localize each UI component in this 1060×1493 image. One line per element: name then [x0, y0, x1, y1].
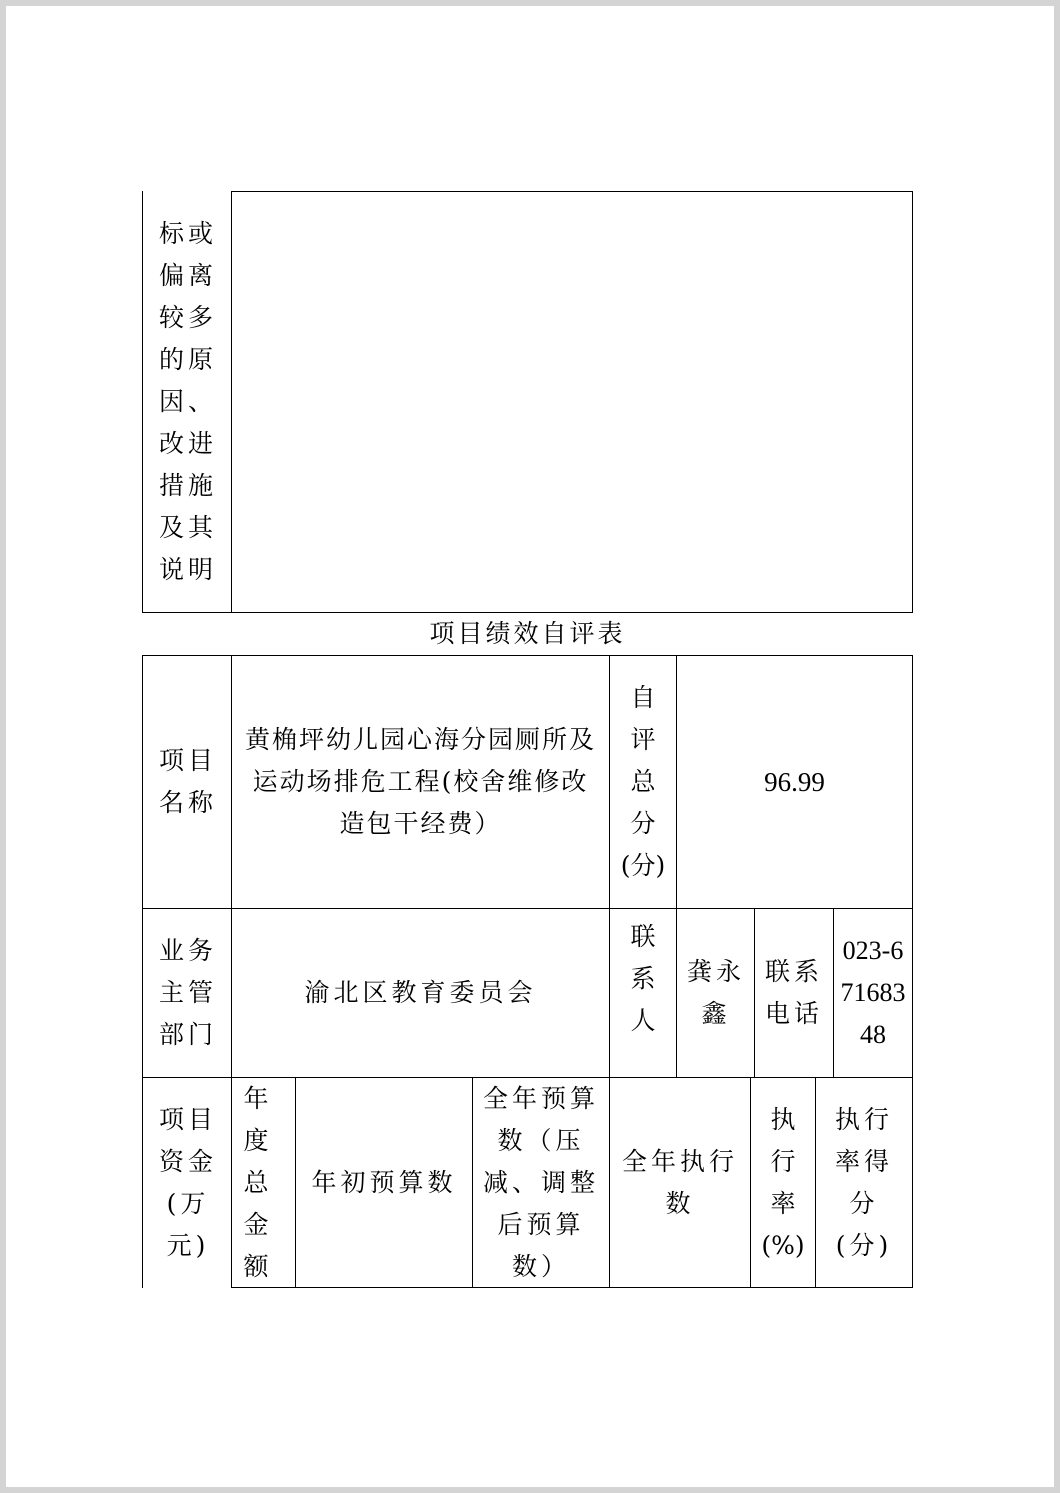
- row3-divider-4: [750, 1077, 751, 1288]
- row3-divider-5: [815, 1077, 816, 1288]
- row3-divider-2: [472, 1077, 473, 1288]
- initial-budget-header: 年初预算数: [311, 1167, 457, 1197]
- full-year-budget-header: 全年预算数（压减、调整后预算数）: [482, 1083, 599, 1281]
- contact-label: 联系人: [630, 922, 656, 1035]
- main-table-right-border: [912, 655, 913, 1288]
- row1-divider-a: [609, 655, 610, 1078]
- row2-divider-d: [833, 908, 834, 1078]
- dept-label: 业务主管部门: [158, 936, 217, 1049]
- deviation-explanation-label: 标或偏离较多的原因、改进措施及其说明: [158, 219, 217, 584]
- exec-rate-header: 执行率(%): [761, 1104, 805, 1260]
- contact-value: 龚永鑫: [686, 957, 745, 1028]
- project-name-value: 黄桷坪幼儿园心海分园厕所及运动场排危工程(校舍维修改造包干经费）: [244, 725, 596, 838]
- table-title: 项目绩效自评表: [429, 619, 626, 648]
- exec-rate-score-header: 执行率得分(分): [834, 1104, 893, 1260]
- row3-divider-3: [609, 1077, 610, 1288]
- phone-value: 023-67168348: [840, 936, 906, 1049]
- project-name-label: 项目名称: [158, 746, 217, 817]
- full-year-exec-header: 全年执行数: [621, 1146, 738, 1218]
- row2-divider-c: [754, 908, 755, 1078]
- phone-label: 联系电话: [764, 957, 823, 1028]
- dept-value: 渝北区教育委员会: [304, 978, 537, 1007]
- deviation-explanation-content: [232, 192, 912, 612]
- document-page: [6, 6, 1054, 1487]
- main-table-left-border: [142, 655, 143, 1288]
- total-score-label: 自评总分(分): [620, 683, 666, 880]
- annual-total-header: 年度总金额: [243, 1083, 269, 1281]
- total-score-value: 96.99: [764, 767, 825, 797]
- funds-label: 项目资金(万元): [158, 1104, 217, 1260]
